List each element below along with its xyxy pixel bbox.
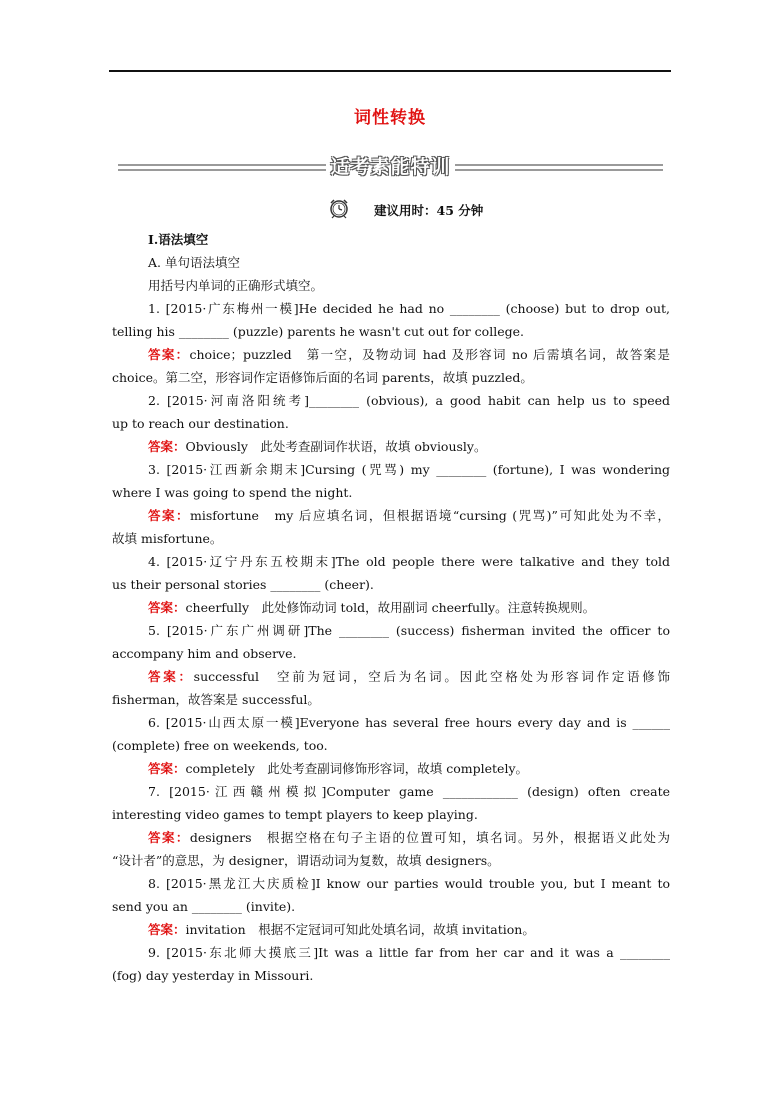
answer-text: designers 根据空格在句子主语的位置可知，填名词。另外，根据语义此处为	[189, 830, 670, 845]
answer-text: Obviously 此处考查副词作状语，故填 obviously。	[185, 439, 487, 454]
part-heading: Ⅰ.语法填空	[148, 232, 209, 247]
answer-label: 答案：	[148, 922, 186, 937]
answer-line: “设计者”的意思，为 designer，谓语动词为复数，故填 designers。	[112, 853, 500, 868]
question-line: (fog) day yesterday in Missouri.	[112, 968, 314, 983]
alarm-clock-icon	[328, 197, 350, 219]
banner-text: 适考素能特训	[330, 156, 451, 178]
answer-text: completely 此处考查副词修饰形容词，故填 completely。	[185, 761, 529, 776]
answer-line	[112, 826, 670, 849]
answer-text: choice；puzzled 第一空，及物动词 had 及形容词 no 后需填名词，故答案是	[189, 347, 670, 362]
banner-left-bar	[118, 164, 326, 171]
question-line: 8. [2015·黑龙江大庆质检]I know our parties would trouble you, but I meant to	[148, 876, 670, 891]
answer-line	[112, 596, 670, 619]
answer-label: 答案：	[148, 508, 191, 523]
section-banner	[118, 150, 663, 184]
answer-label: 答案：	[148, 600, 186, 615]
question-line: up to reach our destination.	[112, 416, 289, 431]
question-line: us their personal stories ________ (cheer).	[112, 577, 374, 592]
answer-line	[112, 504, 670, 527]
instruction: 用括号内单词的正确形式填空。	[148, 278, 324, 293]
answer-label: 答案：	[148, 830, 190, 845]
answer-label: 答案：	[148, 347, 190, 362]
question-line: send you an ________ (invite).	[112, 899, 296, 914]
banner-right-bar	[455, 164, 663, 171]
question-line: 6. [2015·山西太原一模]Everyone has several free hours every day and is ______	[148, 715, 670, 730]
question-line: 2. [2015·河南洛阳统考]________ (obvious), a good habit can help us to speed	[148, 393, 670, 408]
answer-text: invitation 根据不定冠词可知此处填名词，故填 invitation。	[185, 922, 535, 937]
question-line: interesting video games to tempt players to keep playing.	[112, 807, 478, 822]
question-line: 4. [2015·辽宁丹东五校期末]The old people there were talkative and they told	[148, 554, 670, 569]
answer-label: 答案：	[148, 761, 186, 776]
question-line: 9. [2015·东北师大摸底三]It was a little far from her car and it was a ________	[148, 945, 670, 960]
page-title: 词性转换	[354, 108, 426, 128]
answer-line	[112, 918, 670, 941]
answer-text: cheerfully 此处修饰动词 told，故用副词 cheerfully。注意转换规则。	[185, 600, 596, 615]
answer-label: 答案：	[148, 669, 194, 684]
answer-label: 答案：	[148, 439, 186, 454]
exercise-content	[112, 228, 670, 987]
question-line: where I was going to spend the night.	[112, 485, 353, 500]
answer-line	[112, 343, 670, 366]
answer-line	[112, 435, 670, 458]
answer-line: choice。第二空，形容词作定语修饰后面的名词 parents，故填 puzzled。	[112, 370, 533, 385]
question-line: 1. [2015·广东梅州一模]He decided he had no ________ (choose) but to drop out,	[148, 301, 670, 316]
question-line: 5. [2015·广东广州调研]The ________ (success) fisherman invited the officer to	[148, 623, 670, 638]
suggested-time-label: 建议用时：45 分钟	[374, 203, 484, 218]
answer-line	[112, 665, 670, 688]
answer-text: misfortune my 后应填名词，但根据语境“cursing (咒骂)”可知此处为不幸，	[190, 508, 670, 523]
answer-line: 故填 misfortune。	[112, 531, 223, 546]
answer-line: fisherman，故答案是 successful。	[112, 692, 320, 707]
question-line: telling his ________ (puzzle) parents he wasn't cut out for college.	[112, 324, 524, 339]
question-line: (complete) free on weekends, too.	[112, 738, 328, 753]
answer-text: successful 空前为冠词，空后为名词。因此空格处为形容词作定语修饰	[193, 669, 670, 684]
question-line: 3. [2015·江西新余期末]Cursing (咒骂) my ________ (fortune), I was wondering	[148, 462, 670, 477]
sub-heading: A. 单句语法填空	[148, 255, 240, 270]
question-line: accompany him and observe.	[112, 646, 297, 661]
top-rule	[109, 70, 671, 72]
question-line: 7. [2015·江西赣州模拟]Computer game ____________ (design) often create	[148, 784, 670, 799]
answer-line	[112, 757, 670, 780]
